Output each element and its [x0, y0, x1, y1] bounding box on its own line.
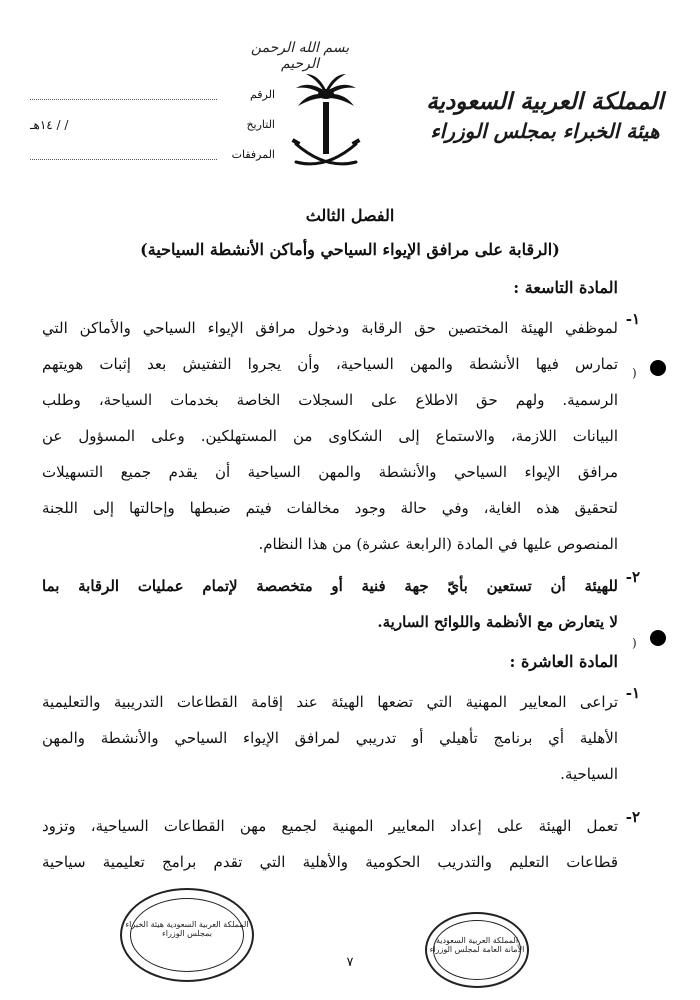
clause-line: تراعى المعايير المهنية التي تضعها الهيئة عند إقامة القطاعات التدريبية والتعليمية	[42, 693, 618, 711]
date-row	[30, 118, 275, 148]
chapter-subtitle: (الرقابة على مرافق الإيواء السياحي وأماكن الأنشطة السياحية)	[140, 240, 560, 259]
clause-number: ١-	[625, 684, 640, 702]
punch-hole-icon	[650, 630, 666, 646]
clause-line: الرسمية. ولهم حق الاطلاع على السجلات الخاصة بخدمات السياحة، وطلب	[42, 391, 618, 409]
stamp-text: المملكة العربية السعودية الأمانة العامة لمجلس الوزراء	[429, 936, 525, 954]
attachments-line	[30, 159, 217, 160]
clause-number: ٢-	[625, 568, 640, 586]
issuer-block	[420, 88, 670, 143]
article9-clause2	[42, 568, 640, 640]
article10-clause1	[42, 684, 640, 792]
article9-clause1	[42, 310, 640, 562]
attachments-label: المرفقات	[231, 148, 275, 161]
saudi-emblem-icon	[290, 72, 362, 182]
stamp-text: المملكة العربية السعودية هيئة الخبراء بمجلس الوزراء	[125, 920, 249, 938]
margin-mark-icon: )	[632, 366, 637, 380]
ref-row	[30, 88, 275, 118]
ref-line	[30, 99, 217, 100]
clause-line: المنصوص عليها في المادة (الرابعة عشرة) من هذا النظام.	[258, 535, 618, 553]
clause-line: قطاعات التعليم والتدريب الحكومية والأهلية التي تقدم برامج تعليمية سياحية	[42, 853, 618, 871]
authority-name: هيئة الخبراء بمجلس الوزراء	[430, 119, 660, 143]
punch-hole-icon	[650, 360, 666, 376]
kingdom-name: المملكة العربية السعودية	[426, 88, 664, 115]
clause-line: للهيئة أن تستعين بأيّ جهة فنية أو متخصصة لإتمام عمليات الرقابة بما	[42, 577, 618, 595]
article-heading: المادة التاسعة :	[513, 278, 618, 297]
attachments-row	[30, 148, 275, 178]
clause-line: السياحية.	[560, 765, 618, 783]
clause-number: ١-	[625, 310, 640, 328]
page-number: ٧	[346, 955, 354, 970]
basmala: بسم الله الرحمن الرحيم	[250, 40, 350, 72]
article-heading: المادة العاشرة :	[509, 652, 618, 671]
official-stamp-right	[425, 912, 529, 988]
date-value: / / ١٤هـ	[30, 118, 69, 132]
clause-line: لتحقيق هذه الغاية، وفي حالة وجود مخالفات فيتم ضبطها وإحالتها إلى اللجنة	[42, 499, 618, 517]
clause-line: مرافق الإيواء السياحي والأنشطة والمهن السياحية أن يقدم جميع التسهيلات	[42, 463, 618, 481]
clause-line: البيانات اللازمة، والاستماع إلى الشكاوى من المستهلكين. وعلى المسؤول عن	[42, 427, 618, 445]
article10-clause2	[42, 808, 640, 880]
clause-line: لا يتعارض مع الأنظمة واللوائح السارية.	[377, 613, 618, 631]
reference-block	[30, 88, 275, 178]
clause-number: ٢-	[625, 808, 640, 826]
ref-label: الرقم	[249, 88, 275, 101]
margin-mark-icon: )	[632, 636, 637, 650]
date-label: التاريخ	[246, 118, 275, 131]
clause-line: تمارس فيها الأنشطة والمهن السياحية، وأن يجروا التفتيش بعد إثبات هويتهم	[42, 355, 618, 373]
clause-line: الأهلية أي برنامج تأهيلي أو تدريبي لمرافق الإيواء السياحي والأنشطة والمهن	[42, 729, 618, 747]
clause-line: لموظفي الهيئة المختصين حق الرقابة ودخول مرافق الإيواء السياحي والأماكن التي	[42, 319, 618, 337]
chapter-title: الفصل الثالث	[305, 206, 395, 225]
clause-line: تعمل الهيئة على إعداد المعايير المهنية لجميع مهن القطاعات السياحية، وتزود	[42, 817, 618, 835]
